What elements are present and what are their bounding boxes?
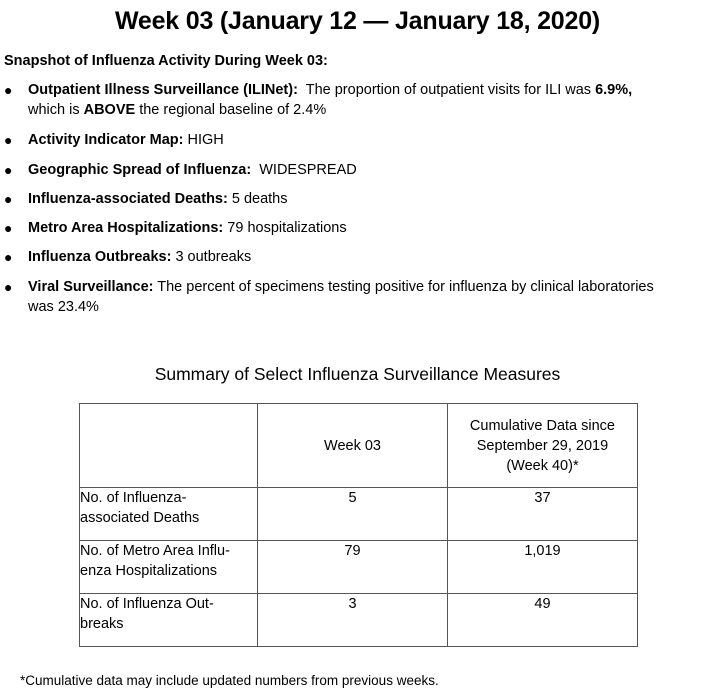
week-value: 79 [258,541,448,594]
bullet-icon: ● [4,191,13,207]
row-label-line: breaks [80,616,124,632]
ili-value: 6.9%, [595,82,633,98]
item-label: Activity Indicator Map: [28,132,184,148]
item-label: Viral Surveillance: [28,279,154,295]
above-indicator: ABOVE [83,102,136,118]
bullet-icon: ● [4,162,13,178]
bullet-icon: ● [4,279,13,295]
item-value: was 23.4% [28,299,99,315]
bullet-icon: ● [4,82,13,98]
item-value: 3 outbreaks [175,249,252,265]
item-label: Geographic Spread of Influenza: [28,162,252,178]
bullet-icon: ● [4,220,13,236]
row-label [80,594,258,647]
header-cell-week: Week 03 [258,404,448,488]
item-label: Influenza Outbreaks: [28,249,172,265]
table-row [80,594,638,647]
table-row [80,541,638,594]
row-label-line: associated Deaths [80,510,200,526]
item-value: 79 hospitalizations [227,220,347,236]
bullet-icon: ● [4,249,13,265]
table-row [80,488,638,541]
header-cell-cumulative: Cumulative Data since September 29, 2019 (Week 40)* [447,404,637,488]
item-value: WIDESPREAD [259,162,357,178]
table-header-row [80,404,638,488]
row-label [80,488,258,541]
week-value: 5 [258,488,448,541]
row-label-line: No. of Influenza- [80,490,187,506]
snapshot-heading: Snapshot of Influenza Activity During Week 03: [4,53,328,69]
item-text: which is [28,102,84,118]
cumulative-value: 1,019 [447,541,637,594]
row-label-line: No. of Metro Area Influ- [80,543,230,559]
header-cell-blank [80,404,258,488]
item-value: The percent of specimens testing positive for influenza by clinical laboratories [157,279,654,295]
cumulative-value: 37 [447,488,637,541]
item-label: Influenza-associated Deaths: [28,191,228,207]
week-value: 3 [258,594,448,647]
cumulative-value: 49 [447,594,637,647]
item-text: The proportion of outpatient visits for ILI was [305,82,596,98]
row-label-line: No. of Influenza Out- [80,596,214,612]
table-caption: Summary of Select Influenza Surveillance Measures [154,364,561,384]
page-title: Week 03 (January 12 — January 18, 2020) [114,7,601,35]
footnote: *Cumulative data may include updated numbers from previous weeks. [20,673,439,688]
item-label: Metro Area Hospitalizations: [28,220,224,236]
row-label-line: enza Hospitalizations [80,563,218,579]
item-value: HIGH [187,132,224,148]
item-label: Outpatient Illness Surveillance (ILINet): [28,82,298,98]
row-label [80,541,258,594]
item-text: the regional baseline of 2.4% [135,102,327,118]
bullet-icon: ● [4,132,13,148]
summary-table [79,403,638,647]
item-value: 5 deaths [231,191,288,207]
